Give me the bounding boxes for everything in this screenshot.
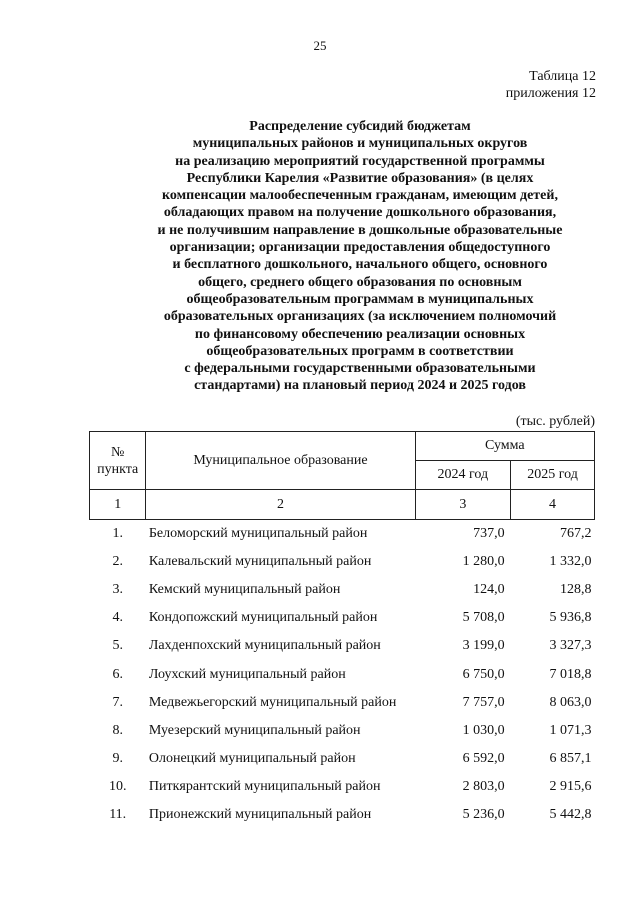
table-row — [90, 660, 595, 688]
title-line: с федеральными государственными образовательными — [184, 361, 536, 377]
municipality-name: Беломорский муниципальный район — [148, 526, 368, 542]
table-row — [90, 632, 595, 660]
table-row — [90, 689, 595, 717]
title-line: муниципальных районов и муниципальных округов — [192, 136, 528, 152]
amount-2024: 5 708,0 — [462, 610, 505, 626]
title-line: обладающих правом на получение дошкольного образования, — [163, 205, 557, 221]
amount-2025: 6 857,1 — [549, 750, 592, 766]
title-line: на реализацию мероприятий государственной программы — [175, 153, 545, 169]
header-year-2024: 2024 год — [415, 461, 511, 490]
row-number: 10. — [108, 778, 127, 794]
amount-2024: 737,0 — [473, 526, 505, 542]
amount-2025: 767,2 — [560, 526, 592, 542]
document-title — [100, 118, 620, 395]
table-row — [90, 717, 595, 745]
municipality-name: Питкярантский муниципальный район — [148, 778, 381, 794]
municipality-name: Лахденпохский муниципальный район — [148, 638, 381, 654]
municipality-name: Муезерский муниципальный район — [148, 722, 361, 738]
amount-2025: 5 936,8 — [549, 610, 592, 626]
column-number-4: 4 — [511, 490, 595, 520]
amount-2025: 2 915,6 — [549, 778, 592, 794]
column-number-2: 2 — [146, 490, 415, 520]
title-line: по финансовому обеспечению реализации основных — [194, 326, 526, 342]
amount-2024: 6 750,0 — [462, 666, 505, 682]
subsidies-table — [89, 431, 595, 829]
title-line: общеобразовательных программ в соответствии — [206, 343, 514, 359]
title-line: Распределение субсидий бюджетам — [249, 119, 471, 134]
amount-2024: 3 199,0 — [462, 638, 505, 654]
title-line: общего, среднего общего образования по основным — [198, 274, 522, 290]
amount-2025: 8 063,0 — [549, 694, 592, 710]
row-number: 6. — [112, 666, 123, 682]
amount-2025: 3 327,3 — [549, 638, 592, 654]
amount-2024: 6 592,0 — [462, 750, 505, 766]
header-year-2025: 2025 год — [511, 461, 595, 490]
header-number-word: пункта — [97, 461, 139, 477]
amount-2024: 1 030,0 — [462, 722, 505, 738]
row-number: 3. — [112, 582, 123, 598]
title-line: организации; организации предоставления общедоступного — [169, 240, 551, 256]
row-number: 2. — [112, 554, 123, 570]
title-line: стандартами) на плановый период 2024 и 2025 годов — [194, 378, 526, 394]
units-label: (тыс. рублей) — [515, 414, 595, 429]
row-number: 7. — [112, 694, 123, 710]
amount-2025: 7 018,8 — [549, 666, 592, 682]
header-item-number — [90, 432, 146, 490]
amount-2024: 124,0 — [473, 582, 505, 598]
municipality-name: Медвежьегорский муниципальный район — [148, 694, 397, 710]
municipality-name: Олонецкий муниципальный район — [148, 750, 356, 766]
row-number: 4. — [112, 610, 123, 626]
header-number-sign: № — [111, 444, 125, 460]
municipality-name: Кондопожский муниципальный район — [148, 610, 378, 626]
municipality-name: Кемский муниципальный район — [148, 582, 341, 598]
amount-2024: 7 757,0 — [462, 694, 505, 710]
header-municipality: Муниципальное образование — [146, 432, 415, 490]
table-row — [90, 773, 595, 801]
table-reference — [506, 68, 596, 102]
table-row — [90, 604, 595, 632]
table-body — [90, 520, 595, 830]
title-line: и бесплатного дошкольного, начального общего, основного — [172, 257, 548, 273]
row-number: 8. — [112, 722, 123, 738]
municipality-name: Лоухский муниципальный район — [148, 666, 346, 682]
amount-2024: 2 803,0 — [462, 778, 505, 794]
table-ref-line-1: Таблица 12 — [529, 69, 596, 84]
table-row — [90, 745, 595, 773]
table-row — [90, 548, 595, 576]
amount-2025: 1 332,0 — [549, 554, 592, 570]
row-number: 5. — [112, 638, 123, 654]
row-number: 1. — [112, 526, 123, 542]
row-number: 11. — [109, 806, 127, 822]
amount-2025: 5 442,8 — [549, 806, 592, 822]
page-number: 25 — [313, 38, 327, 53]
title-line: Республики Карелия «Развитие образования» (в целях — [186, 170, 534, 186]
table-row — [90, 801, 595, 829]
table-row — [90, 520, 595, 549]
column-number-1: 1 — [90, 490, 146, 520]
column-number-3: 3 — [415, 490, 511, 520]
amount-2025: 128,8 — [560, 582, 592, 598]
municipality-name: Калевальский муниципальный район — [148, 554, 372, 570]
header-sum: Сумма — [415, 432, 594, 461]
municipality-name: Прионежский муниципальный район — [148, 806, 372, 822]
amount-2025: 1 071,3 — [549, 722, 592, 738]
title-line: и не получившим направление в дошкольные образовательные — [157, 222, 563, 238]
table-row — [90, 576, 595, 604]
title-line: общеобразовательным программам в муниципальных — [186, 291, 534, 307]
amount-2024: 1 280,0 — [462, 554, 505, 570]
amount-2024: 5 236,0 — [462, 806, 505, 822]
title-line: компенсации малообеспеченным гражданам, имеющим детей, — [162, 188, 558, 204]
title-line: образовательных организациях (за исключением полномочий — [163, 309, 557, 325]
row-number: 9. — [112, 750, 123, 766]
table-ref-line-2: приложения 12 — [505, 86, 596, 101]
